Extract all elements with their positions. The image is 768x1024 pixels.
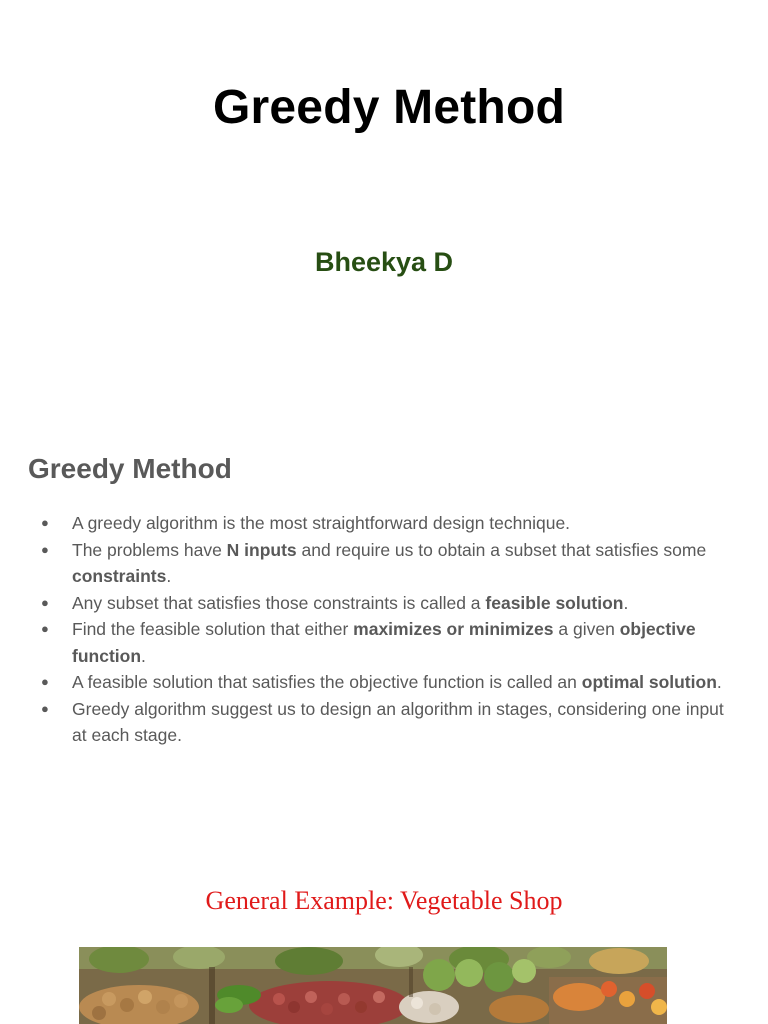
section-title: Greedy Method bbox=[28, 453, 232, 484]
bullet-list bbox=[0, 510, 768, 749]
list-item bbox=[0, 616, 768, 669]
main-title: Greedy Method bbox=[213, 81, 565, 134]
vegetable-market-photo-icon bbox=[79, 947, 667, 1024]
definition-slide bbox=[0, 420, 768, 824]
bullet-dot-icon: ● bbox=[41, 541, 49, 557]
author-name: Bheekya D bbox=[314, 247, 454, 277]
bullet-text: Greedy algorithm suggest us to design an algorithm in stages, considering one input at each stage. bbox=[72, 698, 724, 745]
bullet-text: . bbox=[166, 566, 172, 586]
bullet-dot-icon: ● bbox=[41, 515, 49, 530]
bold-term: maximizes or minimizes bbox=[353, 619, 554, 639]
list-item bbox=[0, 590, 768, 617]
bold-term: objective function bbox=[72, 619, 696, 666]
bullet-text: a given bbox=[553, 619, 620, 639]
bullet-text: Any subset that satisfies those constraints is called a bbox=[72, 592, 486, 613]
example-title: General Example: Vegetable Shop bbox=[205, 886, 563, 915]
bullet-text: The problems have bbox=[72, 539, 227, 560]
bold-term: N inputs bbox=[226, 539, 297, 560]
list-item bbox=[0, 510, 768, 537]
bullet-text: . bbox=[716, 672, 722, 692]
list-item bbox=[0, 696, 768, 749]
bullet-dot-icon: ● bbox=[41, 594, 49, 610]
bullet-dot-icon: ● bbox=[41, 621, 49, 636]
bullet-text: A feasible solution that satisfies the objective function is called an bbox=[72, 672, 582, 692]
bold-term: constraints bbox=[72, 566, 167, 586]
bullet-text: A greedy algorithm is the most straightforward design technique. bbox=[72, 513, 571, 533]
bullet-text: . bbox=[623, 592, 629, 613]
title-slide bbox=[0, 0, 768, 420]
list-item bbox=[0, 537, 768, 590]
bullet-text: and require us to obtain a subset that satisfies some bbox=[296, 539, 707, 560]
bullet-dot-icon: ● bbox=[41, 700, 49, 716]
list-item bbox=[0, 669, 768, 696]
bullet-text: . bbox=[141, 645, 146, 666]
bullet-text: Find the feasible solution that either bbox=[72, 619, 354, 639]
bold-term: feasible solution bbox=[485, 592, 624, 613]
example-slide bbox=[0, 824, 768, 1024]
bullet-dot-icon: ● bbox=[41, 674, 49, 689]
bold-term: optimal solution bbox=[581, 672, 717, 692]
